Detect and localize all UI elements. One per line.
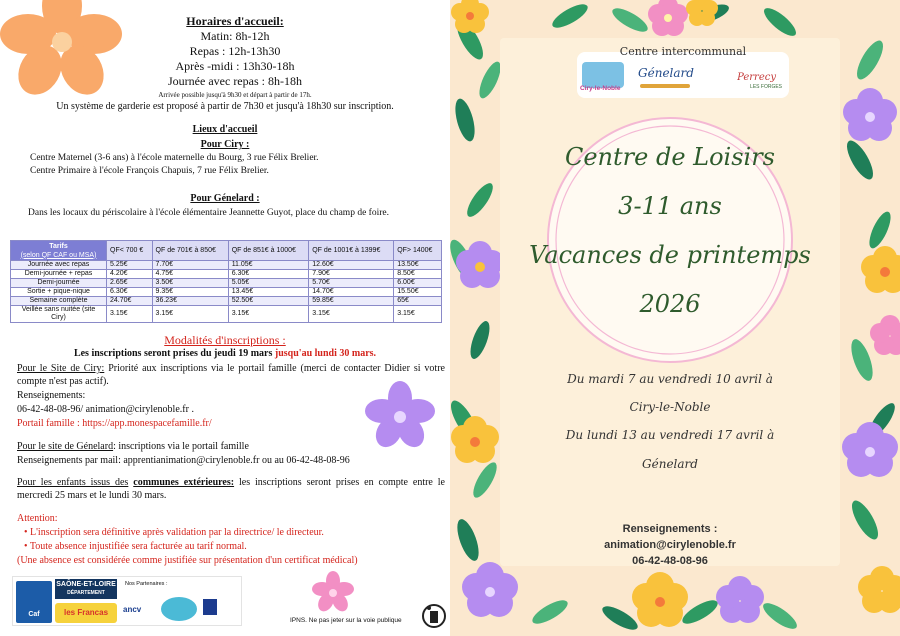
attention-bullet-1: • L'inscription sera définitive après validation par la directrice/ le directeur.: [24, 527, 324, 538]
tarif-row-label: Sortie + pique-nique: [11, 288, 107, 297]
centre-intercommunal: Centre intercommunal: [619, 45, 747, 58]
tarif-cell: 9.35€: [152, 288, 228, 297]
lieux-title: Lieux d'accueil: [192, 124, 258, 135]
tarifs-table: [10, 240, 442, 323]
tarifs-column: QF de 851€ à 1000€: [228, 241, 309, 261]
genelard-logo-swoosh: [640, 84, 690, 88]
tarif-cell: 5.05€: [228, 279, 309, 288]
modalites-genelard-label: Pour le site de Génelard: [17, 441, 114, 452]
lieux-genelard-title: Pour Génelard :: [190, 193, 260, 204]
horaires-block: [130, 14, 340, 89]
table-row: [11, 288, 442, 297]
dates-1: Du mardi 7 au vendredi 10 avril à: [567, 372, 773, 386]
title-line-4: 2026: [639, 290, 701, 318]
attention-bullet-1-text: L'inscription sera définitive après validation par la directrice/ le directeur.: [30, 527, 324, 538]
horaires-garderie: Un système de garderie est proposé à partir de 7h30 et jusqu'à 18h30 sur inscription.: [56, 101, 394, 112]
contact-email[interactable]: animation@cirylenoble.fr: [604, 539, 736, 551]
tarif-row-label: Journée avec repas: [11, 261, 107, 270]
lieu-2: Génelard: [642, 457, 698, 471]
tarif-cell: 36.23€: [152, 297, 228, 306]
tarif-cell: 13.50€: [394, 261, 442, 270]
table-row: [11, 306, 442, 323]
tarif-cell: 12.60€: [309, 261, 394, 270]
tarif-cell: 3.15€: [228, 306, 309, 323]
tarif-cell: 65€: [394, 297, 442, 306]
tarif-cell: 13.45€: [228, 288, 309, 297]
tarifs-header-title: Tarifs: [49, 242, 68, 250]
portail-link[interactable]: Portail famille : https://app.monespacefamille.fr/: [17, 418, 212, 429]
horaires-apres-midi: Après -midi : 13h30-18h: [175, 59, 295, 73]
tarif-row-label: Demi-journée + repas: [11, 270, 107, 279]
modalites-contact-ciry: 06-42-48-08-96/ animation@cirylenoble.fr .: [17, 404, 194, 415]
dates-2: Du lundi 13 au vendredi 17 avril à: [565, 428, 775, 442]
tarifs-column: QF de 701€ à 850€: [152, 241, 228, 261]
modalites-genelard-contact: Renseignements par mail: apprentianimation@cirylenoble.fr ou au 06-42-48-08-96: [17, 455, 350, 466]
horaires-journee: Journée avec repas : 8h-18h: [168, 74, 302, 88]
tarif-cell: 3.15€: [394, 306, 442, 323]
tarif-row-label: Demi-journée: [11, 279, 107, 288]
table-row: [11, 270, 442, 279]
renseignements-title: Renseignements :: [622, 523, 718, 535]
perrecy-logo: Perrecy: [737, 72, 776, 83]
lieu-1: Ciry-le-Noble: [629, 400, 711, 414]
ipns-text: IPNS. Ne pas jeter sur la voie publique: [290, 617, 402, 624]
tarif-cell: 6.30€: [228, 270, 309, 279]
recycle-bin-icon: [421, 601, 447, 631]
lieux-genelard-1: Dans les locaux du périscolaire à l'école élémentaire Jeannette Guyot, place du champ de foire.: [28, 208, 389, 218]
modalites-dates-b: jusqu'au lundi 30 mars.: [272, 348, 377, 359]
lieux-ciry-2: Centre Primaire à l'école François Chapuis, 7 rue Félix Brelier.: [30, 166, 269, 176]
tarif-cell: 7.70€: [152, 261, 228, 270]
tarif-cell: 2.65€: [107, 279, 153, 288]
tarif-cell: 11.05€: [228, 261, 309, 270]
caf-label: Caf: [28, 611, 40, 618]
tarif-cell: 8.50€: [394, 270, 442, 279]
modalites-exterieur-text: les inscriptions seront prises en compte entre le mercredi 25 mars et le lundi 30 mars.: [17, 477, 445, 501]
partners-strip: [12, 576, 242, 626]
modalites-dates-a: Les inscriptions seront prises du jeudi 19 mars: [73, 348, 273, 359]
nos-partenaires-label: Nos Partenaires :: [125, 581, 168, 587]
contact-phone[interactable]: 06-42-48-08-96: [632, 555, 708, 567]
horaires-arrivee: Arrivée possible jusqu'à 9h30 et départ à partir de 17h.: [158, 91, 312, 99]
modalites-exterieur-label: Pour les enfants issus des: [17, 477, 129, 488]
tarif-cell: 3.15€: [309, 306, 394, 323]
tarifs-column: QF> 1400€: [394, 241, 442, 261]
tarifs-header-cell: [11, 241, 107, 261]
tarif-cell: 6.30€: [107, 288, 153, 297]
modalites-renseignements: Renseignements:: [17, 390, 86, 401]
saone-loire-logo: [55, 579, 117, 599]
francas-logo: les Francas: [55, 603, 117, 623]
modalites-exterieur-bold: communes extérieures:: [133, 477, 235, 488]
tarif-cell: 7.90€: [309, 270, 394, 279]
perrecy-logo-sub: LES FORGES: [750, 84, 782, 90]
tarif-cell: 3.15€: [107, 306, 153, 323]
tarif-cell: 14.70€: [309, 288, 394, 297]
partner-badge-icon: [161, 597, 197, 621]
horaires-matin: Matin: 8h-12h: [200, 29, 270, 43]
modalites-dates: [20, 348, 430, 359]
title-line-3: Vacances de printemps: [529, 241, 811, 269]
tarifs-column: QF< 700 €: [107, 241, 153, 261]
saone-loire-label: SAÔNE-ET-LOIRE: [56, 581, 116, 588]
horaires-title: Horaires d'accueil:: [186, 14, 284, 28]
tarifs-header-row: [11, 241, 442, 261]
tarifs-header-sub: (selon QF CAF ou MSA): [20, 251, 97, 259]
tarif-cell: 52.50€: [228, 297, 309, 306]
modalites-genelard-text: : inscriptions via le portail famille: [113, 441, 249, 452]
modalites-exterieur: [17, 476, 445, 502]
modalites-ciry-text: Priorité aux inscriptions via le portail famille (merci de contacter Didier si votre compte n'est pas actif).: [17, 363, 445, 387]
horaires-repas: Repas : 12h-13h30: [189, 44, 281, 58]
attention-note: (Une absence est considérée comme justifiée sur présentation d'un certificat médical): [17, 555, 358, 566]
tarif-row-label: Veillée sans nuitée (site Ciry): [11, 306, 107, 323]
table-row: [11, 261, 442, 270]
attention-bullet-2: • Toute absence injustifiée sera facturée au tarif normal.: [24, 541, 247, 552]
modalites-title: Modalités d'inscriptions :: [164, 333, 286, 347]
ancv-logo: ancv: [123, 605, 142, 614]
tarif-row-label: Semaine complète: [11, 297, 107, 306]
lieux-ciry-1: Centre Maternel (3-6 ans) à l'école maternelle du Bourg, 3 rue Félix Brelier.: [30, 153, 319, 163]
table-row: [11, 279, 442, 288]
tarif-cell: 5.70€: [309, 279, 394, 288]
modalites-genelard: [17, 441, 437, 452]
pink-flower-icon: [310, 570, 356, 614]
tarif-cell: 4.20€: [107, 270, 153, 279]
title-line-2: 3-11 ans: [618, 192, 722, 220]
tarif-cell: 3.50€: [152, 279, 228, 288]
table-row: [11, 297, 442, 306]
tarif-cell: 3.15€: [152, 306, 228, 323]
ciry-logo-label: Ciry-le-Noble: [580, 85, 621, 92]
departement-label: DÉPARTEMENT: [67, 590, 105, 596]
modalites-ciry-label: Pour le Site de Ciry:: [17, 363, 105, 374]
tarif-cell: 15.50€: [394, 288, 442, 297]
tarif-cell: 5.25€: [107, 261, 153, 270]
title-line-1: Centre de Loisirs: [564, 143, 775, 171]
attention-title: Attention:: [17, 513, 58, 524]
tarif-cell: 24.70€: [107, 297, 153, 306]
genelard-logo: Génelard: [638, 66, 694, 80]
attention-bullet-2-text: Toute absence injustifiée sera facturée au tarif normal.: [29, 541, 247, 552]
tarif-cell: 6.00€: [394, 279, 442, 288]
lieux-ciry-title: Pour Ciry :: [200, 139, 250, 150]
tarif-cell: 59.85€: [309, 297, 394, 306]
tarifs-column: QF de 1001€ à 1399€: [309, 241, 394, 261]
partner-book-icon: [203, 599, 217, 615]
tarif-cell: 4.75€: [152, 270, 228, 279]
